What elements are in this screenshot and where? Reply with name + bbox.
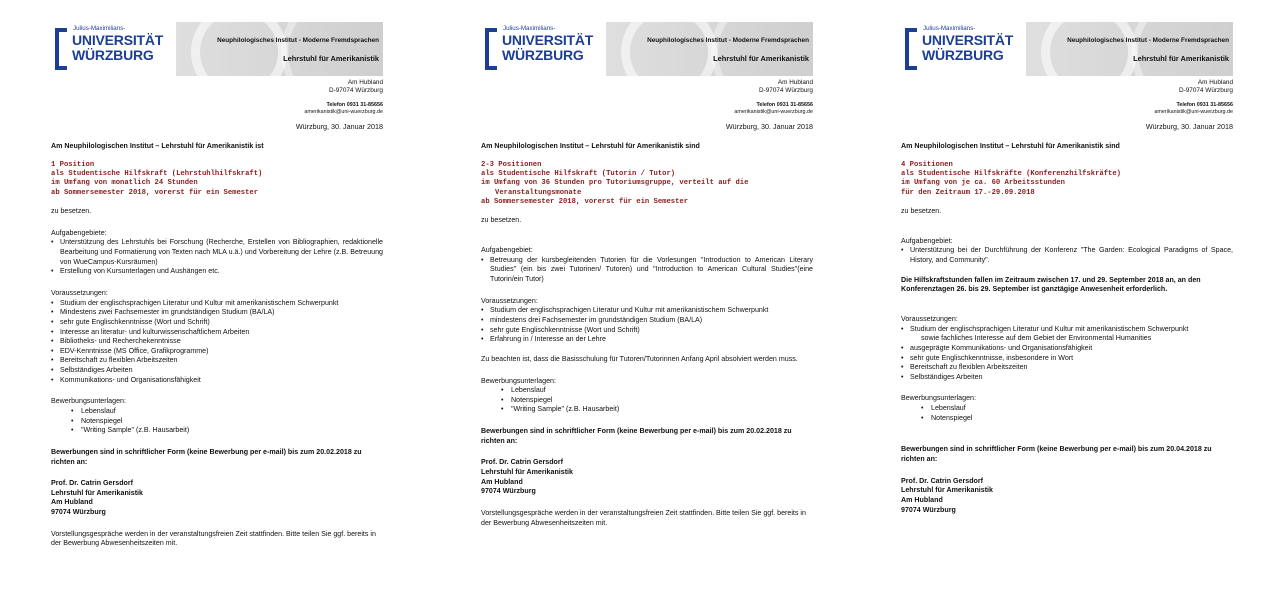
recipient-line: Lehrstuhl für Amerikanistik: [901, 486, 993, 495]
recipient-line: Lehrstuhl für Amerikanistik: [51, 488, 143, 497]
to-be-filled: zu besetzen.: [481, 216, 522, 225]
list-item: • Lebenslauf: [901, 404, 1233, 414]
list-item: • Mindestens zwei Fachsemester im grundständigen Studium (BA/LA): [51, 308, 383, 318]
address-line: Am Hubland: [1197, 79, 1233, 86]
address-line: Am Hubland: [347, 79, 383, 86]
list-item: • Selbständiges Arbeiten: [51, 366, 383, 376]
list-item: sowie fachliches Interesse auf dem Gebiet der Environmental Humanities: [921, 334, 1152, 343]
university-seal-watermark: [191, 22, 287, 76]
address-line: Am Hubland: [777, 79, 813, 86]
application-deadline: Bewerbungen sind in schriftlicher Form (keine Bewerbung per e-mail) bis zum 20.02.2018 zu richten an:: [481, 427, 792, 445]
recipient-address: [901, 477, 1233, 516]
university-logo: [901, 22, 1026, 76]
logo-line-2: WÜRZBURG: [922, 47, 1004, 63]
recipient-line: Prof. Dr. Catrin Gersdorf: [901, 476, 983, 485]
list-item: • Unterstützung bei der Durchführung der Konferenz "The Garden: Ecological Paradigms of Space, History, and Community".: [901, 246, 1233, 265]
address: [51, 79, 383, 96]
section-title: Voraussetzungen:: [481, 296, 538, 305]
list-item: • Erfahrung in / Interesse an der Lehre: [481, 335, 813, 345]
contact: [51, 102, 383, 117]
recipient-line: Prof. Dr. Catrin Gersdorf: [481, 458, 563, 467]
closing-note: Vorstellungsgespräche werden in der veranstaltungsfreien Zeit stattfinden. Bitte teilen Sie ggf. bereits in der Bewerbung Abwesenheitszeiten mit.: [51, 529, 376, 548]
to-be-filled: zu besetzen.: [51, 207, 92, 216]
position-line: ab Sommersemester 2018, vorerst für ein Semester: [51, 188, 259, 197]
list-item: • Bibliotheks- und Recherchekenntnisse: [51, 337, 383, 347]
list-item: • EDV-Kenntnisse (MS Office, Grafikprogramme): [51, 347, 383, 357]
recipient-line: Am Hubland: [901, 495, 943, 504]
list-item: • Notenspiegel: [51, 417, 383, 427]
logo-line-1: UNIVERSITÄT: [922, 32, 1014, 48]
section-title: Voraussetzungen:: [51, 288, 108, 297]
recipient-line: Am Hubland: [51, 498, 93, 507]
section-title: Voraussetzungen:: [901, 314, 958, 323]
logo-small-text: Julius-Maximilians-: [923, 25, 976, 32]
university-seal-watermark: [711, 22, 813, 76]
contact: [481, 102, 813, 117]
intro: Am Neuphilologischen Institut – Lehrstuhl für Amerikanistik sind: [481, 142, 700, 151]
position-line: als Studentische Hilfskräfte (Konferenzhilfskräfte): [901, 170, 1121, 179]
position-line: ab Sommersemester 2018, vorerst für ein Semester: [481, 198, 689, 207]
position-line: als Studentische Hilfskraft (Lehrstuhlhilfskraft): [51, 170, 263, 179]
recipient-line: Lehrstuhl für Amerikanistik: [481, 468, 573, 476]
list-item: • Notenspiegel: [901, 414, 1233, 424]
documents-list: [51, 407, 383, 436]
section-title: Aufgabengebiet:: [481, 246, 533, 255]
recipient-line: 97074 Würzburg: [51, 508, 106, 517]
job-posting-3: [901, 22, 1233, 602]
section-title: Bewerbungsunterlagen:: [481, 376, 556, 385]
recipient-line: Am Hubland: [481, 477, 523, 486]
position-line: für den Zeitraum 17.-29.09.2018: [901, 188, 1035, 197]
list-item: • sehr gute Englischkenntnisse, insbesondere in Wort: [901, 354, 1233, 364]
list-item: • Erstellung von Kursunterlagen und Aushängen etc.: [51, 267, 383, 277]
email: amerikanistik@uni-wuerzburg.de: [304, 108, 383, 115]
section-title: Aufgabengebiete:: [51, 228, 107, 237]
section-title: Aufgabengebiet:: [901, 236, 953, 245]
position-line: 4 Positionen: [901, 160, 953, 169]
tasks-list: [51, 238, 383, 277]
phone: Telefon 0931 31-85656: [1176, 101, 1233, 108]
university-seal-watermark: [1041, 22, 1137, 76]
list-item: • Lebenslauf: [481, 386, 813, 396]
email: amerikanistik@uni-wuerzburg.de: [1154, 108, 1233, 115]
letter-date: Würzburg, 30. Januar 2018: [725, 122, 813, 132]
position-line: 2-3 Positionen: [481, 160, 542, 169]
logo-line-2: WÜRZBURG: [502, 47, 584, 63]
section-title: Bewerbungsunterlagen:: [901, 394, 976, 403]
requirements-list: [901, 325, 1233, 383]
logo-bracket-icon: [485, 28, 497, 70]
logo-line-1: UNIVERSITÄT: [72, 32, 164, 48]
letter-date: Würzburg, 30. Januar 2018: [295, 122, 383, 132]
documents-list: [901, 404, 1233, 423]
letterhead: [901, 22, 1233, 76]
institute-name: Neuphilologisches Institut - Moderne Fremdsprachen: [217, 37, 379, 44]
requirements-list: [481, 306, 813, 345]
recipient-line: 97074 Würzburg: [481, 487, 536, 496]
list-item: • "Writing Sample" (z.B. Hausarbeit): [51, 426, 383, 436]
list-item: • Kommunikations- und Organisationsfähigkeit: [51, 376, 383, 386]
position-line: im Umfang von 36 Stunden pro Tutoriumsgruppe, verteilt auf die: [481, 179, 749, 188]
closing-note: Vorstellungsgespräche werden in der veranstaltungsfreien Zeit stattfinden. Bitte teilen Sie ggf. bereits in der Bewerbung Abwesenheitszeiten mit.: [481, 508, 806, 527]
university-seal-watermark: [281, 22, 383, 76]
position-summary: [51, 161, 383, 198]
application-deadline: Bewerbungen sind in schriftlicher Form (keine Bewerbung per e-mail) bis zum 20.04.2018 zu richten an:: [901, 445, 1212, 463]
list-item: • mindestens drei Fachsemester im grundständigen Studium (BA/LA): [481, 316, 813, 326]
logo-line-1: UNIVERSITÄT: [502, 32, 594, 48]
to-be-filled: zu besetzen.: [901, 207, 942, 216]
list-item: • Studium der englischsprachigen Literatur und Kultur mit amerikanistischem Schwerpunkt: [901, 325, 1233, 335]
application-deadline: Bewerbungen sind in schriftlicher Form (keine Bewerbung per e-mail) bis zum 20.02.2018 zu richten an:: [51, 447, 362, 466]
documents-list: [481, 386, 813, 415]
position-line: als Studentische Hilfskraft (Tutorin / Tutor): [481, 170, 676, 179]
recipient-address: [481, 458, 813, 497]
university-seal-watermark: [621, 22, 717, 76]
tasks-list: [481, 256, 813, 285]
address-line: D-97074 Würzburg: [759, 87, 813, 95]
recipient-address: [51, 479, 383, 518]
list-item: • Unterstützung des Lehrstuhls bei Forschung (Recherche, Erstellen von Bibliographien, redaktionelle Bearbeitung und Formatierung von Texten nach MLA u.ä.) und Vorbereitung der Lehre (z.B. Betreuung von WueCampus-Kursräumen): [51, 238, 383, 267]
address-line: D-97074 Würzburg: [329, 87, 383, 95]
job-posting-1: [51, 22, 383, 602]
job-posting-2: [481, 22, 813, 602]
list-item: • Selbständiges Arbeiten: [901, 373, 1233, 383]
position-line: im Umfang von je ca. 60 Arbeitsstunden: [901, 179, 1065, 188]
position-summary: [481, 161, 813, 208]
letterhead: [481, 22, 813, 76]
tasks-list: [901, 246, 1233, 265]
address-line: D-97074 Würzburg: [1179, 87, 1233, 95]
phone: Telefon 0931 31-85656: [326, 101, 383, 108]
list-item: • Bereitschaft zu flexiblen Arbeitszeiten: [51, 356, 383, 366]
email: amerikanistik@uni-wuerzburg.de: [734, 108, 813, 115]
letter-date: Würzburg, 30. Januar 2018: [1145, 122, 1233, 132]
chair-name: Lehrstuhl für Amerikanistik: [713, 54, 809, 63]
university-seal-watermark: [1131, 22, 1233, 76]
logo-bracket-icon: [905, 28, 917, 70]
requirements-list: [51, 299, 383, 386]
list-item: • sehr gute Englischkenntnisse (Wort und Schrift): [481, 326, 813, 336]
recipient-line: 97074 Würzburg: [901, 505, 956, 514]
list-item: • Studium der englischsprachigen Literatur und Kultur mit amerikanistischem Schwerpunkt: [51, 299, 383, 309]
recipient-line: Prof. Dr. Catrin Gersdorf: [51, 479, 133, 488]
list-item: • "Writing Sample" (z.B. Hausarbeit): [481, 405, 813, 415]
list-item: • Interesse an literatur- und kulturwissenschaftlichem Arbeiten: [51, 328, 383, 338]
list-item: • Notenspiegel: [481, 396, 813, 406]
phone: Telefon 0931 31-85656: [756, 101, 813, 108]
list-item: • Betreuung der kursbegleitenden Tutorien für die Vorlesungen "Introduction to American Literary Studies" (ein bis zwei Tutorinen/ Tutoren) und "Introduction to American Cultural Studies"(eine Tutorin/ein Tutor): [481, 256, 813, 285]
list-item: • ausgeprägte Kommunikations- und Organisationsfähigkeit: [901, 344, 1233, 354]
contact: [901, 102, 1233, 117]
letterhead: [51, 22, 383, 76]
address: [901, 79, 1233, 96]
institute-name: Neuphilologisches Institut - Moderne Fremdsprachen: [647, 37, 809, 44]
list-item: • Studium der englischsprachigen Literatur und Kultur mit amerikanistischem Schwerpunkt: [481, 306, 813, 316]
position-line: im Umfang von monatlich 24 Stunden: [51, 179, 198, 188]
chair-name: Lehrstuhl für Amerikanistik: [1133, 54, 1229, 63]
logo-small-text: Julius-Maximilians-: [73, 25, 126, 32]
training-note: Zu beachten ist, dass die Basisschulung für Tutoren/Tutorinnen Anfang April absolviert werden muss.: [481, 354, 798, 363]
intro: Am Neuphilologischen Institut – Lehrstuhl für Amerikanistik ist: [51, 142, 264, 151]
schedule-note: Die Hilfskraftstunden fallen im Zeitraum zwischen 17. und 29. September 2018 an, an den Konferenztagen 26. bis 29. September ist ganztägige Anwesenheit erforderlich.: [901, 275, 1201, 294]
list-item: • sehr gute Englischkenntnisse (Wort und Schrift): [51, 318, 383, 328]
university-logo: [51, 22, 176, 76]
intro: Am Neuphilologischen Institut – Lehrstuhl für Amerikanistik sind: [901, 142, 1120, 151]
section-title: Bewerbungsunterlagen:: [51, 397, 126, 406]
logo-small-text: Julius-Maximilians-: [503, 25, 556, 32]
position-line: 1 Position: [51, 160, 95, 169]
university-logo: [481, 22, 606, 76]
logo-bracket-icon: [55, 28, 67, 70]
list-item: • Lebenslauf: [51, 407, 383, 417]
position-summary: [901, 161, 1233, 198]
chair-name: Lehrstuhl für Amerikanistik: [283, 54, 379, 63]
logo-line-2: WÜRZBURG: [72, 47, 154, 63]
address: [481, 79, 813, 96]
position-line: Veranstaltungsmonate: [495, 188, 582, 197]
list-item: • Bereitschaft zu flexiblen Arbeitszeiten: [901, 363, 1233, 373]
institute-name: Neuphilologisches Institut - Moderne Fremdsprachen: [1067, 37, 1229, 44]
